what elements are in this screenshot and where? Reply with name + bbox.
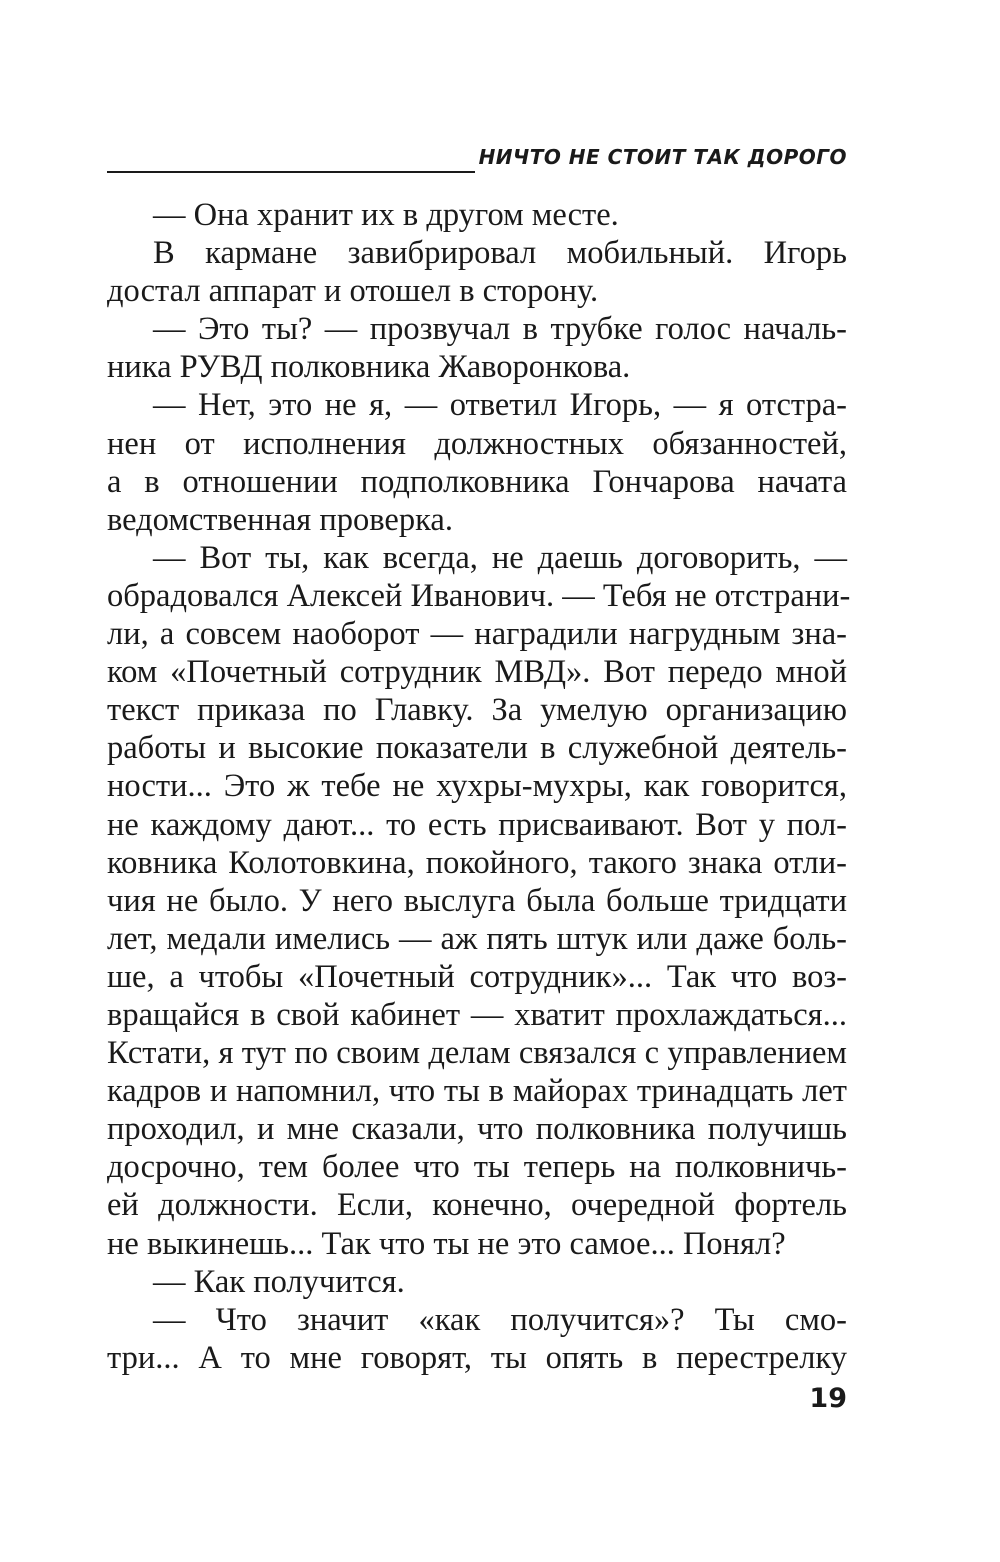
text-line: лет, медали имелись — аж пять штук или даже боль-: [107, 920, 847, 957]
text-line: вращайся в свой кабинет — хватит прохлаждаться...: [107, 996, 847, 1033]
text-line: досрочно, тем более что ты теперь на полковничь-: [107, 1149, 847, 1186]
text-line: достал аппарат и отошел в сторону.: [107, 273, 599, 310]
text-line: — Что значит «как получится»? Ты смо-: [153, 1301, 847, 1338]
text-line: ковника Колотовкина, покойного, такого знака отли-: [107, 844, 847, 881]
text-line: В кармане завибрировал мобильный. Игорь: [153, 235, 847, 272]
text-line: не выкинешь... Так что ты не это самое... Понял?: [107, 1225, 786, 1262]
text-line: кадров и напомнил, что ты в майорах тринадцать лет: [107, 1073, 847, 1110]
running-title: НИЧТО НЕ СТОИТ ТАК ДОРОГО: [478, 145, 847, 169]
text-line: — Она хранит их в другом месте.: [153, 197, 619, 233]
text-line: Кстати, я тут по своим делам связался с управлением: [107, 1035, 847, 1072]
text-line: три... А то мне говорят, ты опять в перестрелку: [107, 1339, 847, 1376]
text-line: ника РУВД полковника Жаворонкова.: [107, 349, 631, 386]
text-line: — Это ты? — прозвучал в трубке голос началь-: [153, 311, 847, 348]
text-line: нен от исполнения должностных обязанностей,: [107, 425, 847, 462]
text-line: ведомственная проверка.: [107, 501, 453, 538]
text-line: ности... Это ж тебе не хухры-мухры, как говорится,: [107, 768, 847, 805]
text-line: — Нет, это не я, — ответил Игорь, — я отстра-: [153, 387, 847, 424]
text-line: ше, а чтобы «Почетный сотрудник»... Так что воз-: [107, 958, 847, 995]
text-line: ли, а совсем наоборот — наградили нагрудным зна-: [107, 616, 847, 653]
text-line: ей должности. Если, конечно, очередной фортель: [107, 1187, 847, 1224]
text-line: а в отношении подполковника Гончарова начата: [107, 463, 847, 500]
text-line: — Вот ты, как всегда, не даешь договорить, —: [153, 539, 847, 576]
page-number: 19: [809, 1383, 847, 1414]
text-line: чия не было. У него выслуга была больше тридцати: [107, 882, 847, 919]
header-rule: [107, 171, 475, 173]
text-line: не каждому дают... то есть присваивают. Вот у пол-: [107, 806, 847, 843]
text-line: текст приказа по Главку. За умелую организацию: [107, 692, 847, 729]
text-line: обрадовался Алексей Иванович. — Тебя не отстрани-: [107, 577, 851, 614]
running-header: [107, 141, 847, 181]
text-line: ком «Почетный сотрудник МВД». Вот передо мной: [107, 654, 847, 691]
body-text: [107, 196, 851, 1377]
text-line: работы и высокие показатели в служебной деятель-: [107, 730, 847, 767]
text-line: — Как получится.: [153, 1263, 405, 1300]
text-line: проходил, и мне сказали, что полковника получишь: [107, 1111, 847, 1148]
